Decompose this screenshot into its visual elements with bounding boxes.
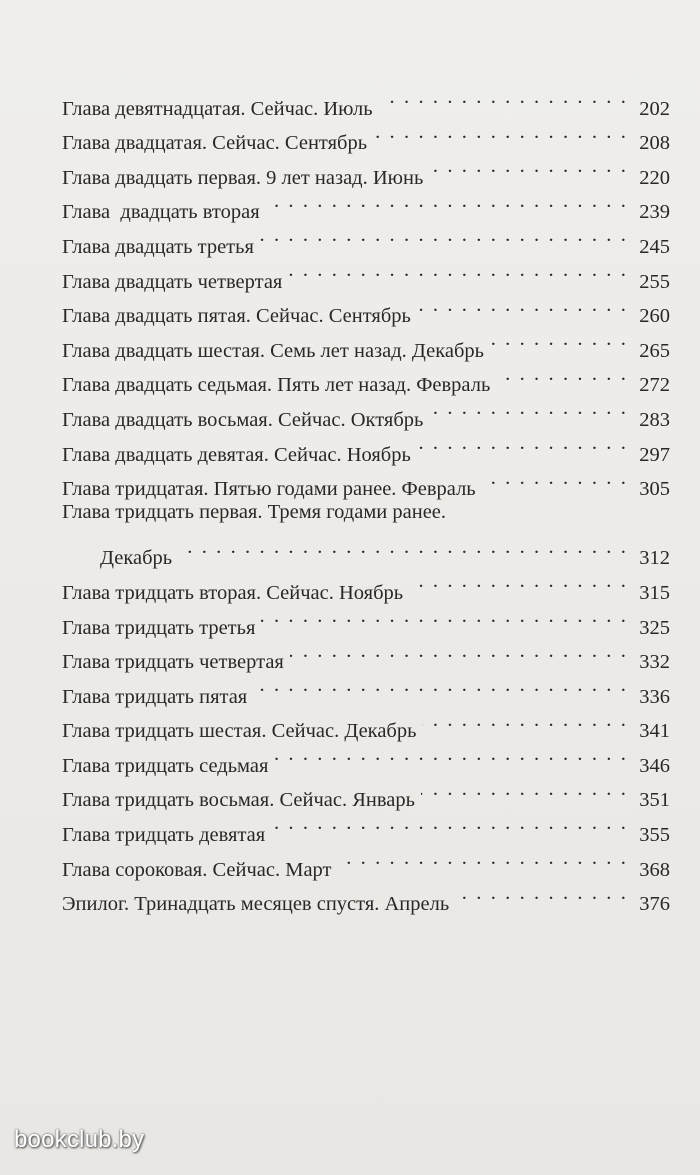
- page-number: 255: [639, 270, 670, 293]
- chapter-title: Глава двадцать четвертая: [62, 270, 283, 293]
- dot-leader: [409, 564, 628, 599]
- toc-entry-wrapped: [62, 495, 670, 530]
- page-number: 332: [639, 651, 670, 674]
- chapter-title: Глава тридцать шестая. Сейчас. Декабрь: [62, 720, 417, 743]
- page-number: 341: [639, 720, 670, 743]
- dot-leader: [421, 772, 628, 807]
- dot-leader: [417, 288, 628, 323]
- dot-leader: [253, 668, 628, 703]
- page-number: 283: [639, 408, 670, 431]
- page-number: 305: [639, 478, 670, 501]
- chapter-title: Глава сороковая. Сейчас. Март: [62, 858, 332, 881]
- page-number: 272: [639, 374, 670, 397]
- page-number: 260: [639, 305, 670, 328]
- chapter-title: Глава тридцать четвертая: [62, 651, 284, 674]
- dot-leader: [260, 218, 628, 253]
- dot-leader: [422, 703, 628, 738]
- chapter-title: Глава двадцать шестая. Семь лет назад. Декабрь: [62, 339, 485, 362]
- page-number: 355: [639, 824, 670, 847]
- page-number: 315: [639, 581, 670, 604]
- dot-leader: [482, 461, 628, 496]
- dot-leader: [373, 115, 628, 150]
- toc-entry: [62, 80, 670, 120]
- toc-entry-continuation: [62, 530, 670, 570]
- dot-leader: [429, 391, 628, 426]
- dot-leader: [417, 426, 628, 461]
- chapter-title: Глава тридцать восьмая. Сейчас. Январь: [62, 789, 415, 812]
- dot-leader: [261, 599, 628, 634]
- page-number: 220: [639, 166, 670, 189]
- dot-leader: [178, 530, 628, 565]
- dot-leader: [274, 737, 628, 772]
- dot-leader: [455, 876, 628, 911]
- dot-leader: [379, 80, 628, 115]
- chapter-title: Глава тридцать девятая: [62, 824, 266, 847]
- page-number: 351: [639, 789, 670, 812]
- chapter-title: Глава двадцатая. Сейчас. Сентябрь: [62, 132, 368, 155]
- page-number: 346: [639, 754, 670, 777]
- dot-leader: [271, 806, 628, 841]
- page-number: 239: [639, 201, 670, 224]
- chapter-title: Глава тридцать вторая. Сейчас. Ноябрь: [62, 581, 404, 604]
- dot-leader: [338, 841, 629, 876]
- dot-leader: [496, 357, 628, 392]
- dot-leader: [490, 322, 628, 357]
- chapter-title: Глава двадцать восьмая. Сейчас. Октябрь: [62, 408, 424, 431]
- page-number: 245: [639, 235, 670, 258]
- dot-leader: [266, 184, 628, 219]
- chapter-title: Глава двадцать пятая. Сейчас. Сентябрь: [62, 305, 411, 328]
- chapter-title: Глава тридцать третья: [62, 616, 256, 639]
- page-number: 208: [639, 132, 670, 155]
- page-number: 312: [639, 547, 670, 570]
- page-number: 265: [639, 339, 670, 362]
- chapter-title-continuation: Декабрь: [100, 547, 173, 570]
- chapter-title: Глава тридцать седьмая: [62, 754, 269, 777]
- chapter-title: Глава тридцать первая. Тремя годами ранее.: [62, 501, 447, 524]
- table-of-contents: [62, 80, 670, 916]
- page-number: 202: [639, 97, 670, 120]
- page-number: 368: [639, 858, 670, 881]
- page-number: 297: [639, 443, 670, 466]
- chapter-title: Глава тридцать пятая: [62, 685, 248, 708]
- dot-leader: [288, 253, 628, 288]
- chapter-title: Глава двадцать девятая. Сейчас. Ноябрь: [62, 443, 411, 466]
- chapter-title: Глава двадцать третья: [62, 235, 254, 258]
- dot-leader: [290, 634, 628, 669]
- chapter-title: Глава двадцать вторая: [62, 201, 260, 224]
- watermark: bookclub.by: [14, 1126, 145, 1153]
- page-number: 325: [639, 616, 670, 639]
- chapter-title: Глава девятнадцатая. Сейчас. Июль: [62, 97, 373, 120]
- chapter-title: Глава двадцать первая. 9 лет назад. Июнь: [62, 166, 424, 189]
- chapter-title: Эпилог. Тринадцать месяцев спустя. Апрель: [62, 893, 450, 916]
- dot-leader: [429, 149, 628, 184]
- chapter-title: Глава тридцатая. Пятью годами ранее. Февраль: [62, 478, 476, 501]
- chapter-title: Глава двадцать седьмая. Пять лет назад. Февраль: [62, 374, 491, 397]
- page-number: 376: [639, 893, 670, 916]
- page-number: 336: [639, 685, 670, 708]
